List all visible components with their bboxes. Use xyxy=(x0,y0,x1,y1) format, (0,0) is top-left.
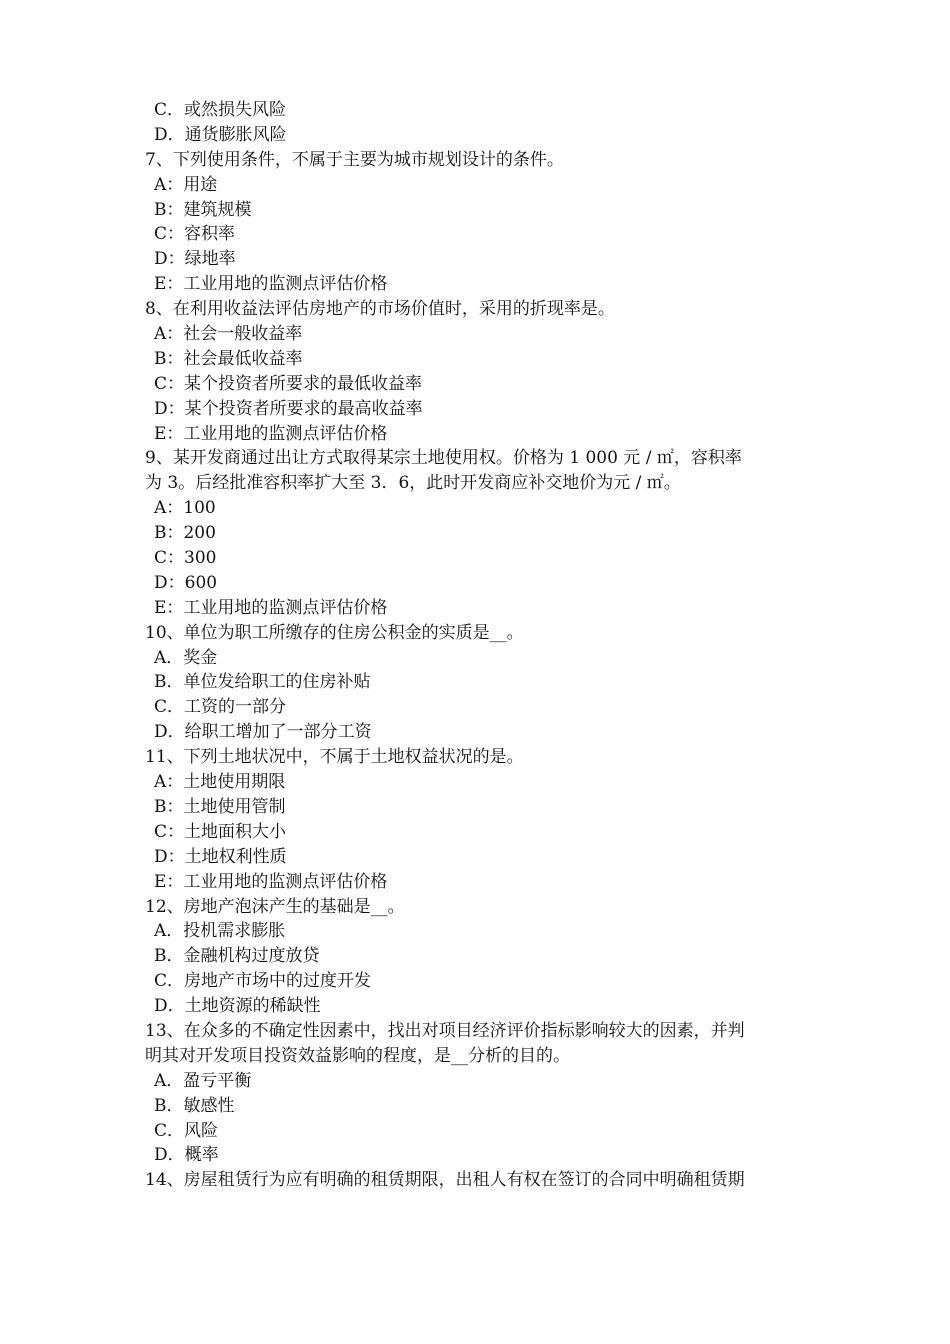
option-line: E：工业用地的监测点评估价格 xyxy=(154,274,388,295)
option-line: D．给职工增加了一部分工资 xyxy=(154,722,372,743)
question-line: 9、某开发商通过出让方式取得某宗土地使用权。价格为 1 000 元 / ㎡，容积率 xyxy=(145,448,742,469)
option-line: D．概率 xyxy=(154,1145,219,1166)
question-line: 为 3。后经批准容积率扩大至 3．6，此时开发商应补交地价为元 / ㎡。 xyxy=(145,473,681,494)
option-line: A．奖金 xyxy=(154,647,218,668)
option-line: C：容积率 xyxy=(154,224,236,245)
option-line: B：建筑规模 xyxy=(154,199,252,220)
question-line: 10、单位为职工所缴存的住房公积金的实质是__。 xyxy=(145,622,524,643)
option-line: E：工业用地的监测点评估价格 xyxy=(154,423,388,444)
question-line: 11、下列土地状况中，不属于土地权益状况的是。 xyxy=(145,747,524,768)
question-line: 12、房地产泡沫产生的基础是__。 xyxy=(145,896,405,917)
option-line: D：某个投资者所要求的最高收益率 xyxy=(154,398,423,419)
option-line: A．盈亏平衡 xyxy=(154,1070,252,1091)
option-line: C：300 xyxy=(154,548,217,569)
option-line: D．通货膨胀风险 xyxy=(154,124,287,145)
option-line: C．工资的一部分 xyxy=(154,697,287,718)
option-line: A．投机需求膨胀 xyxy=(154,921,286,942)
option-line: D．土地资源的稀缺性 xyxy=(154,996,321,1017)
option-line: A：100 xyxy=(154,498,216,519)
question-line: 14、房屋租赁行为应有明确的租赁期限，出租人有权在签订的合同中明确租赁期 xyxy=(145,1170,745,1191)
option-line: A：土地使用期限 xyxy=(154,772,286,793)
option-line: B：200 xyxy=(154,523,216,544)
option-line: B．单位发给职工的住房补贴 xyxy=(154,672,371,693)
question-line: 7、下列使用条件，不属于主要为城市规划设计的条件。 xyxy=(145,149,564,170)
option-line: E：工业用地的监测点评估价格 xyxy=(154,871,388,892)
option-line: D：绿地率 xyxy=(154,249,236,270)
option-line: C．房地产市场中的过度开发 xyxy=(154,971,372,992)
option-line: B：社会最低收益率 xyxy=(154,348,303,369)
option-line: B．敏感性 xyxy=(154,1095,235,1116)
option-line: B：土地使用管制 xyxy=(154,796,286,817)
exam-questions xyxy=(145,98,817,1193)
option-line: A：社会一般收益率 xyxy=(154,324,303,345)
question-line: 13、在众多的不确定性因素中，找出对项目经济评价指标影响较大的因素，并判 xyxy=(145,1020,745,1041)
option-line: D：土地权利性质 xyxy=(154,846,287,867)
option-line: E：工业用地的监测点评估价格 xyxy=(154,597,388,618)
question-line: 8、在利用收益法评估房地产的市场价值时，采用的折现率是。 xyxy=(145,299,615,320)
option-line: D：600 xyxy=(154,572,218,593)
question-line: 明其对开发项目投资效益影响的程度，是__分析的目的。 xyxy=(145,1045,570,1066)
option-line: C．风险 xyxy=(154,1120,219,1141)
option-line: C：某个投资者所要求的最低收益率 xyxy=(154,373,423,394)
option-line: C．或然损失风险 xyxy=(154,100,287,120)
option-line: B．金融机构过度放贷 xyxy=(154,946,320,967)
option-line: A：用途 xyxy=(154,174,218,195)
option-line: C：土地面积大小 xyxy=(154,821,287,842)
